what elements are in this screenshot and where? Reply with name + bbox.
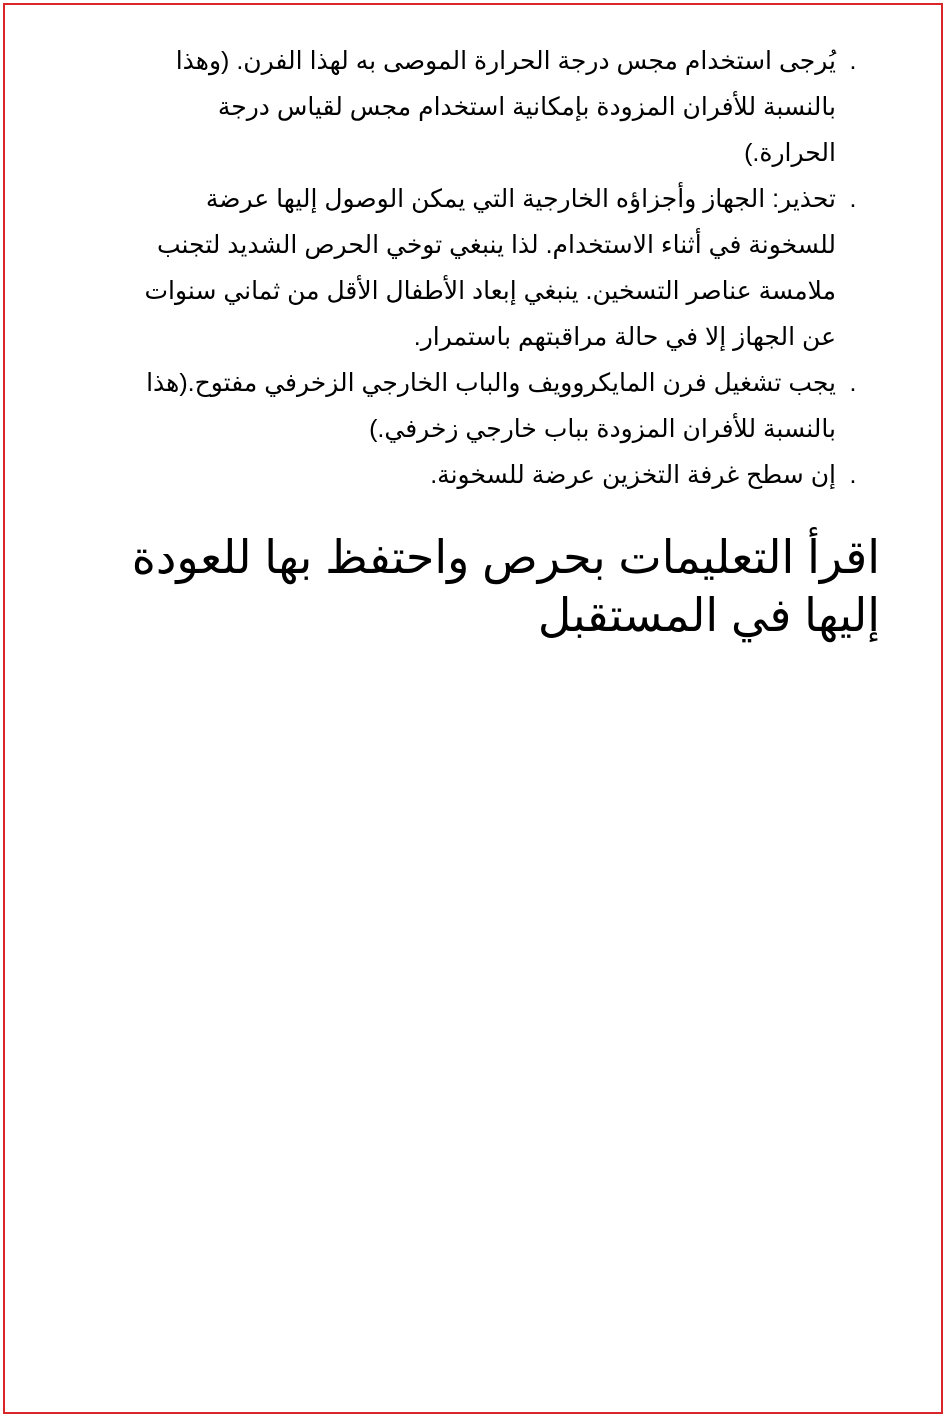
bullet-marker: . — [849, 369, 857, 397]
bullet-item-probe — [140, 38, 880, 176]
bullet-item-warning — [140, 176, 880, 360]
bullet-item-decorative-door — [140, 360, 880, 452]
bullet-text: يجب تشغيل فرن المايكروويف والباب الخارجي الزخرفي مفتوح.(هذا بالنسبة للأفران المزودة بباب خارجي زخرفي.) — [146, 369, 836, 443]
safety-bullet-list — [140, 38, 880, 498]
bullet-marker: . — [849, 47, 857, 75]
bullet-text: إن سطح غرفة التخزين عرضة للسخونة. — [430, 461, 836, 489]
bullet-text: يُرجى استخدام مجس درجة الحرارة الموصى به لهذا الفرن. (وهذا بالنسبة للأفران المزودة بإمكانية استخدام مجس لقياس درجة الحرارة.) — [175, 47, 836, 167]
bullet-item-storage-hot — [140, 452, 880, 498]
bullet-marker: . — [849, 461, 857, 489]
document-content — [120, 38, 880, 644]
instructions-heading: اقرأ التعليمات بحرص واحتفظ بها للعودة إليها في المستقبل — [131, 531, 880, 641]
bullet-marker: . — [849, 185, 857, 213]
bullet-text: تحذير: الجهاز وأجزاؤه الخارجية التي يمكن الوصول إليها عرضة للسخونة في أثناء الاستخدام. لذا ينبغي توخي الحرص الشديد لتجنب ملامسة عناصر التسخين. ينبغي إبعاد الأطفال الأقل من ثماني سنوات عن الجهاز إلا في حالة مراقبتهم باستمرار. — [144, 185, 836, 351]
